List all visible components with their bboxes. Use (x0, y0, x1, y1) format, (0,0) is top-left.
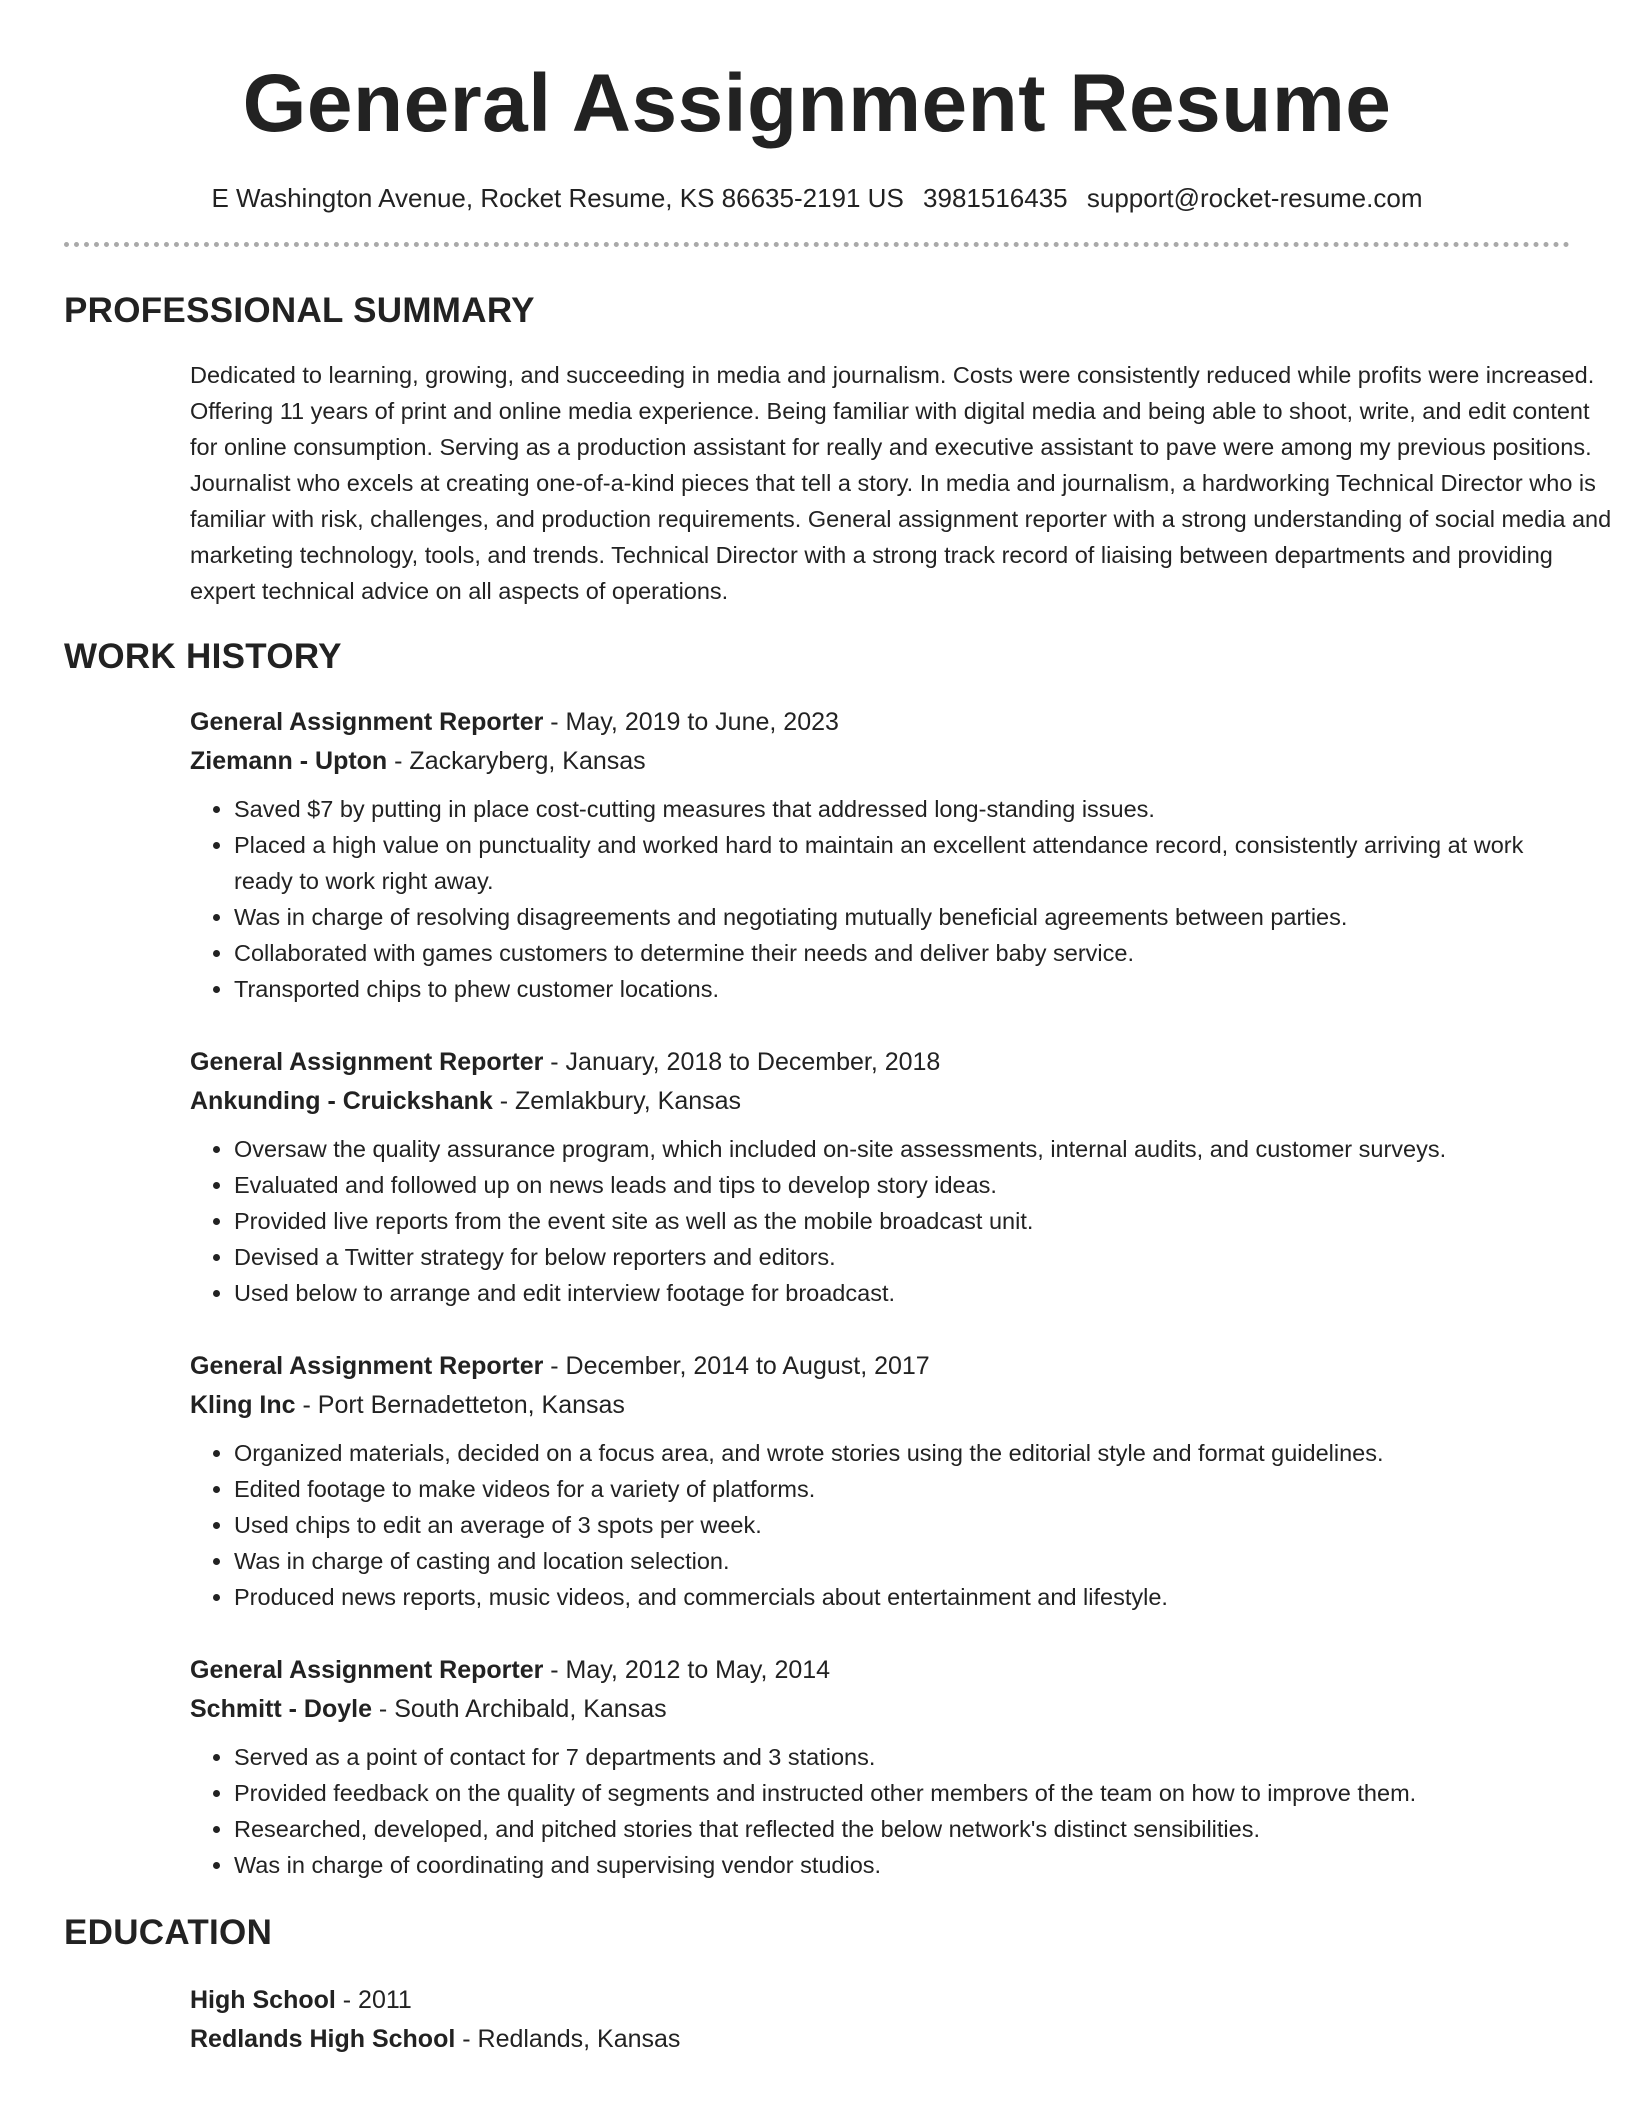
list-item: • Used below to arrange and edit interview footage for broadcast. (234, 1275, 1570, 1311)
list-item: • Oversaw the quality assurance program, which included on-site assessments, internal audits, and customer surveys. (234, 1131, 1570, 1167)
job-role-line (190, 1043, 1570, 1082)
list-item: • Provided feedback on the quality of segments and instructed other members of the team on how to improve them. (234, 1775, 1570, 1811)
resume-title: General Assignment Resume (242, 58, 1392, 149)
list-item: • Was in charge of resolving disagreements and negotiating mutually beneficial agreements between parties. (234, 899, 1570, 935)
job-company: Ankunding - Cruickshank (190, 1087, 493, 1115)
resume-page (64, 0, 1612, 2059)
job-company: Ziemann - Upton (190, 747, 388, 775)
list-item: • Served as a point of contact for 7 departments and 3 stations. (234, 1739, 1570, 1775)
job-dates: - December, 2014 to August, 2017 (543, 1352, 930, 1380)
contact-email: support@rocket-resume.com (1086, 183, 1423, 213)
work-history-section (64, 635, 1570, 1883)
education-degree: High School (190, 1986, 336, 2014)
job-role: General Assignment Reporter (190, 708, 544, 736)
job-entry (190, 1347, 1570, 1615)
job-role: General Assignment Reporter (190, 1656, 544, 1684)
education-heading: EDUCATION (64, 1913, 273, 1952)
job-location: - Zemlakbury, Kansas (492, 1087, 742, 1115)
job-company-line (190, 1386, 1570, 1425)
job-dates: - May, 2019 to June, 2023 (543, 708, 839, 736)
job-role-line (190, 1347, 1570, 1386)
job-bullets (190, 1435, 1570, 1615)
list-item: • Placed a high value on punctuality and worked hard to maintain an excellent attendance record, consistently arriving at work ready to work right away. (234, 827, 1570, 899)
list-item: • Devised a Twitter strategy for below reporters and editors. (234, 1239, 1570, 1275)
list-item: • Organized materials, decided on a focus area, and wrote stories using the editorial style and format guidelines. (234, 1435, 1570, 1471)
contact-phone: 3981516435 (923, 183, 1068, 213)
education-entry (190, 1981, 1570, 2059)
job-dates: - January, 2018 to December, 2018 (543, 1048, 941, 1076)
job-dates: - May, 2012 to May, 2014 (543, 1656, 831, 1684)
job-company-line (190, 742, 1570, 781)
job-location: - Port Bernadetteton, Kansas (295, 1391, 625, 1419)
education-school: Redlands High School (190, 2025, 456, 2053)
job-role: General Assignment Reporter (190, 1352, 544, 1380)
job-bullets (190, 791, 1570, 1007)
list-item: • Produced news reports, music videos, and commercials about entertainment and lifestyle. (234, 1579, 1570, 1615)
job-company-line (190, 1082, 1570, 1121)
list-item: • Edited footage to make videos for a variety of platforms. (234, 1471, 1570, 1507)
list-item: • Used chips to edit an average of 3 spots per week. (234, 1507, 1570, 1543)
list-item: • Transported chips to phew customer locations. (234, 971, 1570, 1007)
education-degree-line (190, 1981, 1570, 2020)
summary-section (64, 289, 1612, 609)
job-role-line (190, 1651, 1570, 1690)
job-company: Schmitt - Doyle (190, 1695, 372, 1723)
list-item: • Collaborated with games customers to determine their needs and deliver baby service. (234, 935, 1570, 971)
education-location: - Redlands, Kansas (455, 2025, 681, 2053)
education-section (64, 1911, 1570, 2059)
job-location: - South Archibald, Kansas (371, 1695, 667, 1723)
list-item: • Provided live reports from the event site as well as the mobile broadcast unit. (234, 1203, 1570, 1239)
summary-text: Dedicated to learning, growing, and succeeding in media and journalism. Costs were consistently reduced while profits were increased. Offering 11 years of print and online media experience. Being familiar with digital media and being able to shoot, write, and edit content for online consumption. Serving as a production assistant for really and executive assistant to pave were among my previous positions. Journalist who excels at creating one-of-a-kind pieces that tell a story. In media and journalism, a hardworking Technical Director who is familiar with risk, challenges, and production requirements. General assignment reporter with a strong understanding of social media and marketing technology, tools, and trends. Technical Director with a strong track record of liaising between departments and providing expert technical advice on all aspects of operations. (190, 362, 1612, 604)
summary-heading: PROFESSIONAL SUMMARY (64, 291, 535, 330)
header-divider (64, 242, 1570, 247)
education-year: - 2011 (335, 1986, 412, 2014)
job-bullets (190, 1739, 1570, 1883)
education-school-line (190, 2020, 1570, 2059)
job-entry (190, 1043, 1570, 1311)
list-item: • Was in charge of coordinating and supervising vendor studios. (234, 1847, 1570, 1883)
contact-address: E Washington Avenue, Rocket Resume, KS 86635-2191 US (211, 183, 904, 213)
job-role-line (190, 703, 1570, 742)
list-item: • Saved $7 by putting in place cost-cutting measures that addressed long-standing issues. (234, 791, 1570, 827)
job-company-line (190, 1690, 1570, 1729)
list-item: • Researched, developed, and pitched stories that reflected the below network's distinct sensibilities. (234, 1811, 1570, 1847)
list-item: • Evaluated and followed up on news leads and tips to develop story ideas. (234, 1167, 1570, 1203)
job-company: Kling Inc (190, 1391, 296, 1419)
job-entry (190, 1651, 1570, 1883)
list-item: • Was in charge of casting and location selection. (234, 1543, 1570, 1579)
job-location: - Zackaryberg, Kansas (387, 747, 646, 775)
job-bullets (190, 1131, 1570, 1311)
work-history-heading: WORK HISTORY (64, 637, 342, 676)
contact-line (64, 180, 1570, 216)
job-role: General Assignment Reporter (190, 1048, 544, 1076)
job-entry (190, 703, 1570, 1007)
